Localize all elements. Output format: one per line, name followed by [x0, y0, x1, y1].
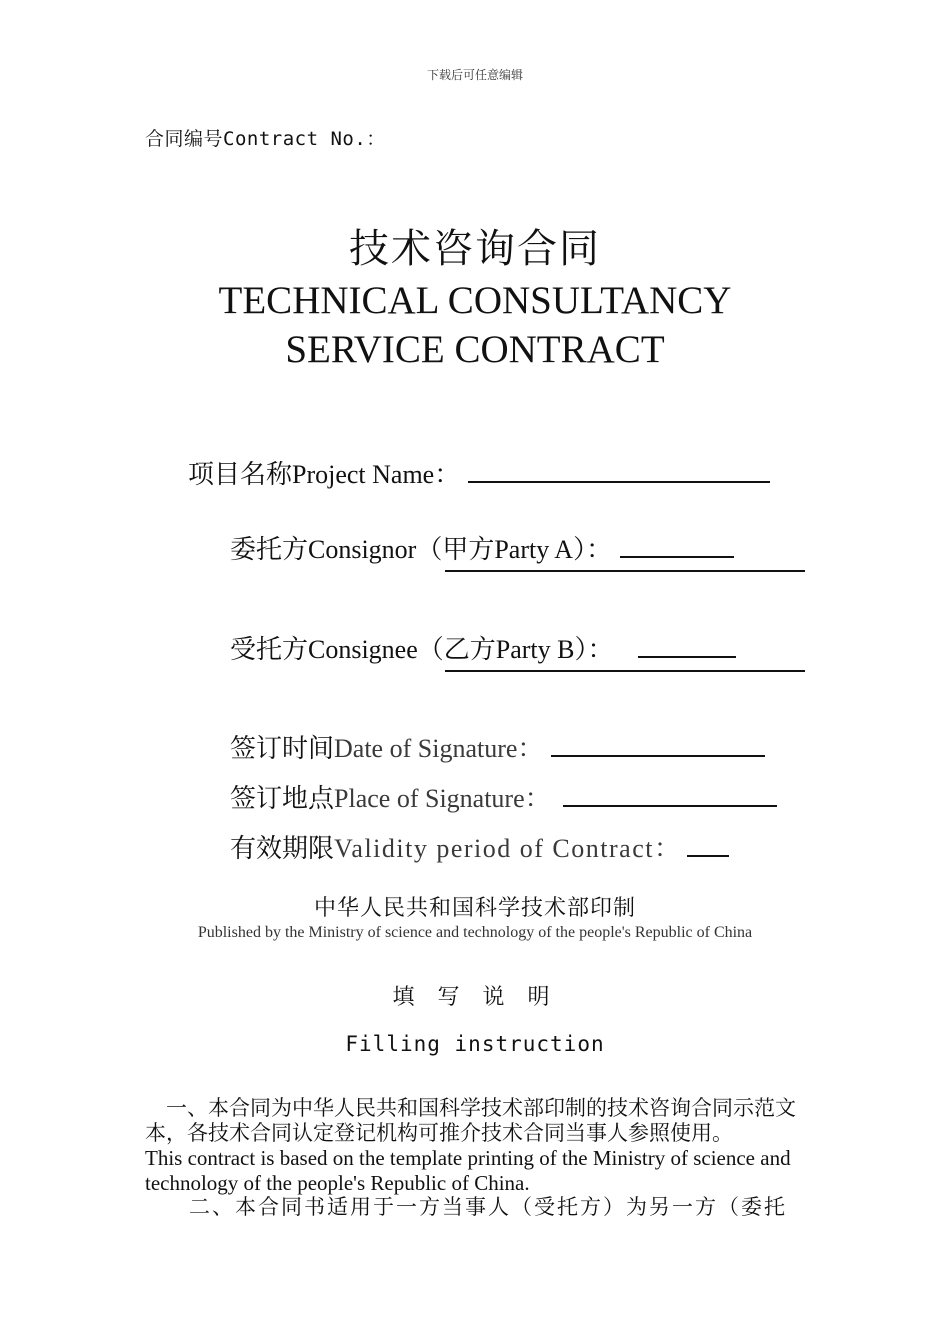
consignee-blank-continued — [445, 670, 805, 672]
date-label-cn: 签订时间 — [230, 734, 335, 763]
consignor-label: 委托方Consignor（甲方Party A）： — [230, 535, 613, 564]
title-block — [0, 222, 950, 374]
consignor-field — [230, 530, 734, 567]
header-note: 下载后可任意编辑 — [426, 68, 523, 82]
instructions-title-chinese: 填 写 说 明 — [392, 985, 558, 1010]
title-chinese: 技术咨询合同 — [349, 226, 601, 272]
consignor-blank-continued — [445, 570, 805, 572]
place-blank — [563, 779, 777, 807]
place-of-signature-field — [230, 779, 777, 816]
validity-label-cn: 有效期限 — [230, 834, 335, 863]
validity-label-en: Validity period of Contract： — [334, 834, 682, 863]
consignee-label: 受托方Consignee（乙方Party B）： — [230, 635, 614, 664]
validity-blank — [687, 829, 729, 857]
date-blank — [551, 729, 765, 757]
place-label-en: Place of Signature： — [334, 784, 551, 813]
instructions-title-english: Filling instruction — [345, 1032, 605, 1056]
validity-period-field — [230, 829, 729, 866]
publisher-block — [0, 893, 950, 943]
title-english-line-2: SERVICE CONTRACT — [285, 328, 665, 371]
instruction-paragraph-2 — [145, 1195, 810, 1220]
title-english-line-1: TECHNICAL CONSULTANCY — [218, 279, 732, 322]
instruction-paragraph-1 — [145, 1096, 810, 1196]
project-name-blank — [468, 455, 770, 483]
publisher-chinese: 中华人民共和国科学技术部印制 — [313, 895, 636, 920]
date-label-en: Date of Signature： — [334, 734, 544, 763]
project-name-label: 项目名称Project Name： — [188, 460, 461, 489]
publisher-english: Published by the Ministry of science and technology of the people's Republic of China — [197, 924, 753, 941]
project-name-field — [188, 455, 770, 492]
consignee-field — [230, 630, 736, 667]
instruction-paragraph-2-chinese: 二、本合同书适用于一方当事人（受托方）为另一方（委托 — [189, 1195, 787, 1219]
instruction-paragraph-1-chinese: 一、本合同为中华人民共和国科学技术部印制的技术咨询合同示范文本，各技术合同认定登记机构可推介技术合同当事人参照使用。 — [145, 1096, 796, 1145]
consignor-blank — [620, 530, 734, 558]
contract-number-label: 合同编号Contract No.： — [145, 128, 386, 150]
place-label-cn: 签订地点 — [230, 784, 335, 813]
instruction-paragraph-1-english: This contract is based on the template printing of the Ministry of science and technology of the people's Republic of China. — [145, 1146, 791, 1195]
date-of-signature-field — [230, 729, 765, 766]
consignee-blank — [638, 630, 736, 658]
